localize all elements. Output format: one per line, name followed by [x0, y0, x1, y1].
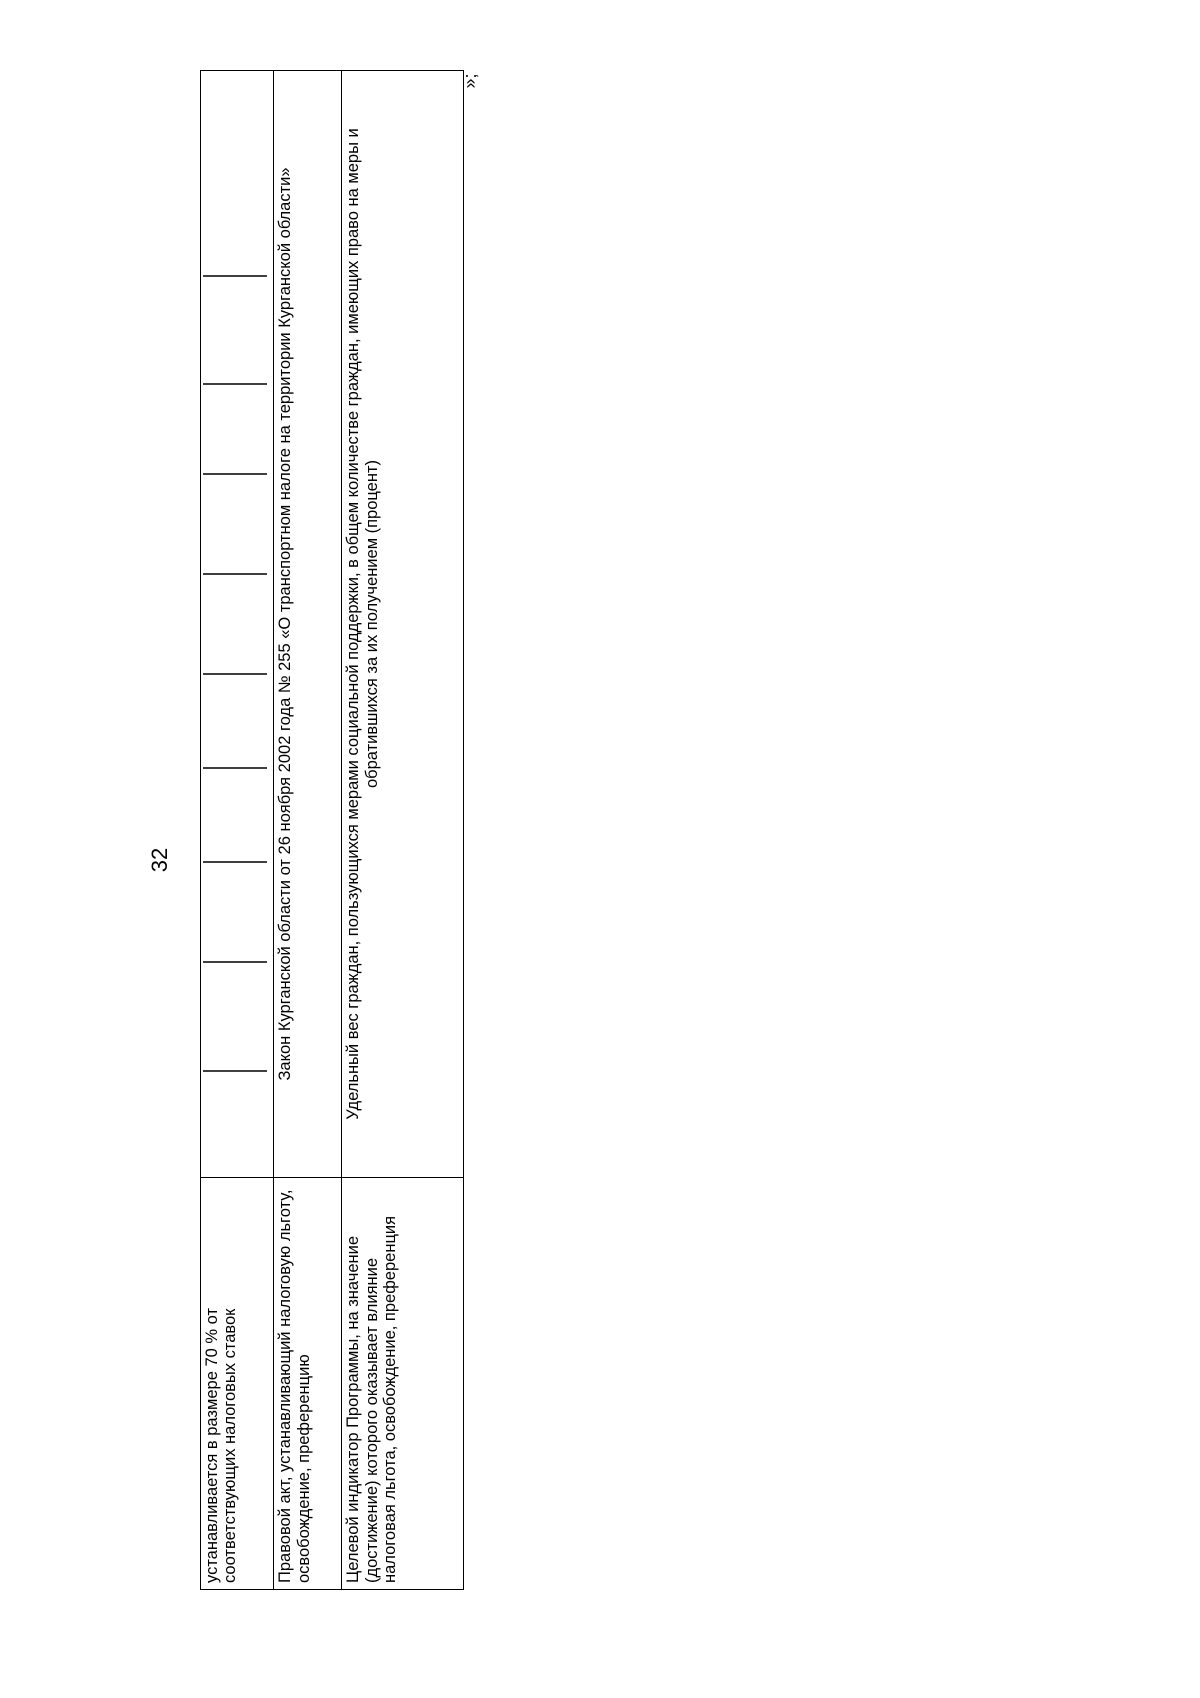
row3-value: Удельный вес граждан, пользующихся мерами социальной поддержки, в общем количестве граждан, имеющих право на меры и обратившихся за их получением (процент)	[342, 71, 464, 1178]
row1-values-cell	[201, 71, 274, 1178]
empty-value-grid	[203, 71, 267, 1172]
row2-value: Закон Курганской области от 26 ноября 2002 года № 255 «О транспортном налоге на территории Курганской области»	[274, 71, 342, 1178]
tax-benefit-table	[200, 70, 464, 1590]
table-container	[200, 70, 454, 1590]
page-number: 32	[147, 847, 172, 873]
row3-label: Целевой индикатор Программы, на значение (достижение) которого оказывает влияние налоговая льгота, освобождение, преференция	[342, 1178, 464, 1590]
table-row	[201, 71, 274, 1590]
closing-quote-mark: »;	[460, 73, 480, 89]
table-row	[342, 71, 464, 1590]
table-row	[274, 71, 342, 1590]
row1-label: устанавливается в размере 70 % от соответствующих налоговых ставок	[201, 1178, 274, 1590]
row2-label: Правовой акт, устанавливающий налоговую льготу, освобождение, преференцию	[274, 1178, 342, 1590]
